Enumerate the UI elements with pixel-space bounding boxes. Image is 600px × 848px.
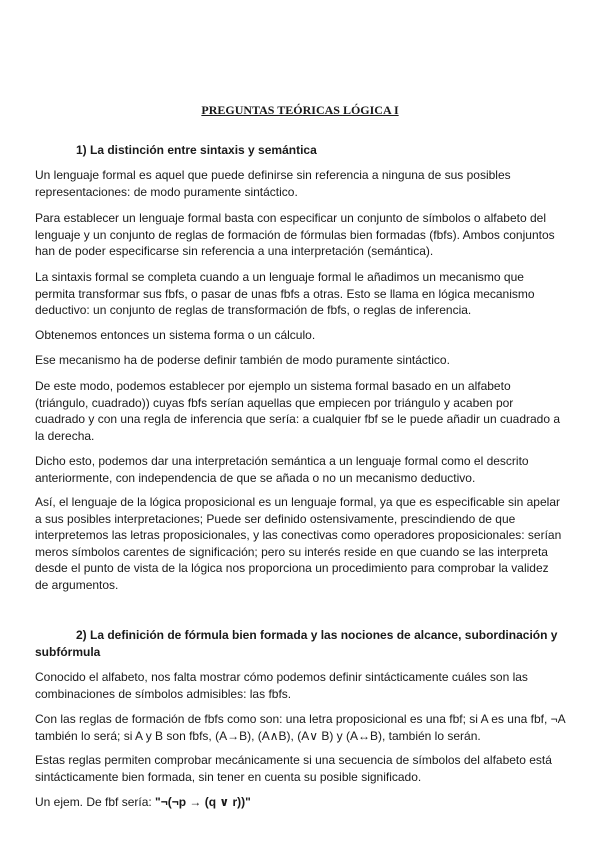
example-prefix: Un ejem. De fbf sería: [35, 795, 156, 809]
document-title: PREGUNTAS TEÓRICAS LÓGICA I [201, 103, 399, 117]
section-2-paragraph-3: Estas reglas permiten comprobar mecánicamente si una secuencia de símbolos del alfabeto está sintácticamente bien formada, sin tener en cuenta su posible significado. [35, 753, 552, 784]
section-2-heading-continuation: subfórmula [35, 645, 101, 659]
section-1-paragraph-1: Un lenguaje formal es aquel que puede definirse sin referencia a ninguna de sus posibles representaciones: de modo puramente sintáctico. [35, 168, 511, 199]
section-2-heading [76, 627, 566, 644]
section-2-heading-line-1: 2) La definición de fórmula bien formada y las nociones de alcance, subordinación y [76, 628, 558, 642]
section-1-paragraph-5: Ese mecanismo ha de poderse definir también de modo puramente sintáctico. [35, 353, 450, 367]
section-1-paragraph-4: Obtenemos entonces un sistema forma o un cálculo. [35, 328, 316, 342]
section-2-example [35, 794, 565, 811]
section-1-paragraph-7: Dicho esto, podemos dar una interpretación semántica a un lenguaje formal como el descrito anteriormente, con independencia de que se añada o no un mecanismo deductivo. [35, 454, 529, 485]
section-1-paragraph-8: Así, el lenguaje de la lógica proposicional es un lenguaje formal, ya que es especificable sin apelar a sus posibles interpretaciones; Puede ser definido ostensivamente, prescindiendo de que interpretemos las letras proposicionales, y las conectivas como operadores proposicionales: serían meros símbolos carentes de significación; pero su interés reside en que cuando se las interpreta desde el punto de vista de la lógica nos proporciona un procedimiento para comprobar la validez de argumentos. [35, 495, 562, 592]
example-formula: "¬(¬p → (q ∨ r))" [155, 795, 251, 809]
section-1-paragraph-2: Para establecer un lenguaje formal basta con especificar un conjunto de símbolos o alfabeto del lenguaje y un conjunto de reglas de formación de fórmulas bien formadas (fbfs). Ambos conjuntos han de poder especificarse sin referencia a una interpretación (semántica). [35, 211, 555, 258]
section-1-paragraph-3: La sintaxis formal se completa cuando a un lenguaje formal le añadimos un mecanismo que permita transformar sus fbfs, o pasar de unas fbfs a otras. Esto se llama en lógica mecanismo deductivo: un conjunto de reglas de transformación de fbfs, o reglas de inferencia. [35, 270, 535, 317]
section-2-paragraph-2: Con las reglas de formación de fbfs como son: una letra proposicional es una fbf; si A es una fbf, ¬A también lo será; si A y B son fbfs, (A→B), (A∧B), (A∨ B) y (A↔B), también lo serán. [35, 712, 565, 743]
section-2-paragraph-1: Conocido el alfabeto, nos falta mostrar cómo podemos definir sintácticamente cuáles son las combinaciones de símbolos admisibles: las fbfs. [35, 670, 528, 701]
section-1-heading: 1) La distinción entre sintaxis y semántica [76, 143, 317, 157]
section-1-paragraph-6: De este modo, podemos establecer por ejemplo un sistema formal basado en un alfabeto (triángulo, cuadrado)) cuyas fbfs serían aquellas que empiecen por triángulo y acaben por cuadrado y con una regla de inferencia que sería: a cualquier fbf se le puede añadir un cuadrado a la derecha. [35, 379, 561, 443]
